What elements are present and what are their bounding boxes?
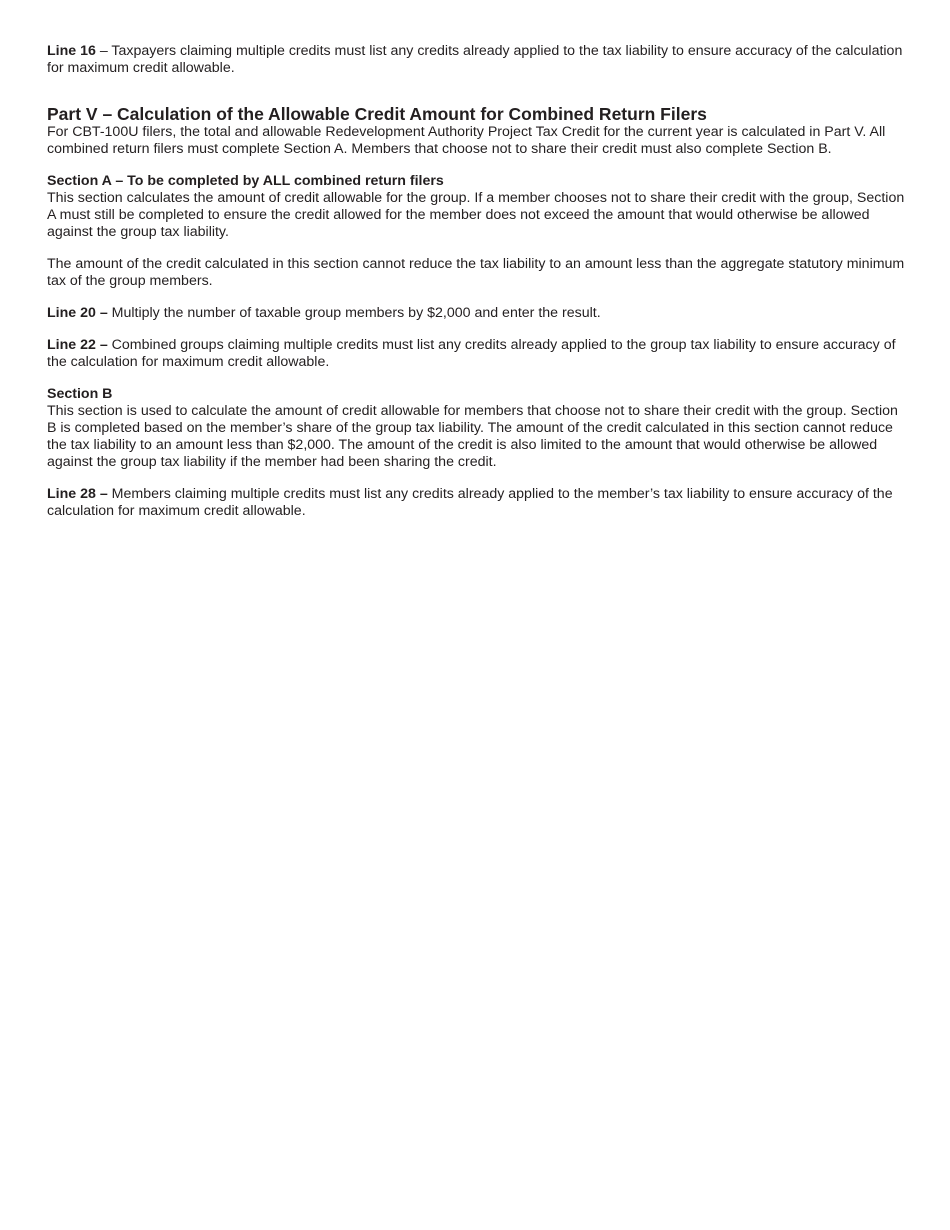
section-a-heading: Section A – To be completed by ALL combined return filers xyxy=(47,173,444,189)
line-16-text: – Taxpayers claiming multiple credits must list any credits already applied to the tax liability to ensure accuracy of the calculation for maximum credit allowable. xyxy=(47,43,903,76)
line-20-text: Multiply the number of taxable group members by $2,000 and enter the result. xyxy=(107,305,601,321)
line-28-text: Members claiming multiple credits must list any credits already applied to the member’s tax liability to ensure accuracy of the calculation for maximum credit allowable. xyxy=(47,486,893,519)
line-16-paragraph xyxy=(47,43,906,77)
line-28-paragraph xyxy=(47,486,906,520)
part-v-intro: For CBT-100U filers, the total and allowable Redevelopment Authority Project Tax Credit for the current year is calculated in Part V. All combined return filers must complete Section A. Members that choose not to share their credit must also complete Section B. xyxy=(47,124,886,157)
section-b-paragraph-1: This section is used to calculate the amount of credit allowable for members that choose not to share their credit with the group. Section B is completed based on the member’s share of the group tax liability. The amount of the credit calculated in this section cannot reduce the tax liability to an amount less than $2,000. The amount of the credit is also limited to the amount that would otherwise be allowed against the group tax liability if the member had been sharing the credit. xyxy=(47,403,898,470)
section-a-paragraph-1: This section calculates the amount of credit allowable for the group. If a member chooses not to share their credit with the group, Section A must still be completed to ensure the credit allowed for the member does not exceed the amount that would otherwise be allowed against the group tax liability. xyxy=(47,190,905,240)
line-22-paragraph xyxy=(47,337,906,371)
part-v-heading: Part V – Calculation of the Allowable Credit Amount for Combined Return Filers xyxy=(47,104,707,124)
line-20-label: Line 20 – xyxy=(47,305,108,321)
line-28-label: Line 28 – xyxy=(47,486,108,502)
line-22-text: Combined groups claiming multiple credits must list any credits already applied to the group tax liability to ensure accuracy of the calculation for maximum credit allowable. xyxy=(47,337,896,370)
section-a-paragraph-2: The amount of the credit calculated in this section cannot reduce the tax liability to an amount less than the aggregate statutory minimum tax of the group members. xyxy=(47,256,905,289)
section-b-heading: Section B xyxy=(47,386,113,402)
line-22-label: Line 22 – xyxy=(47,337,108,353)
line-16-label: Line 16 xyxy=(47,43,96,59)
line-20-paragraph xyxy=(47,305,906,322)
